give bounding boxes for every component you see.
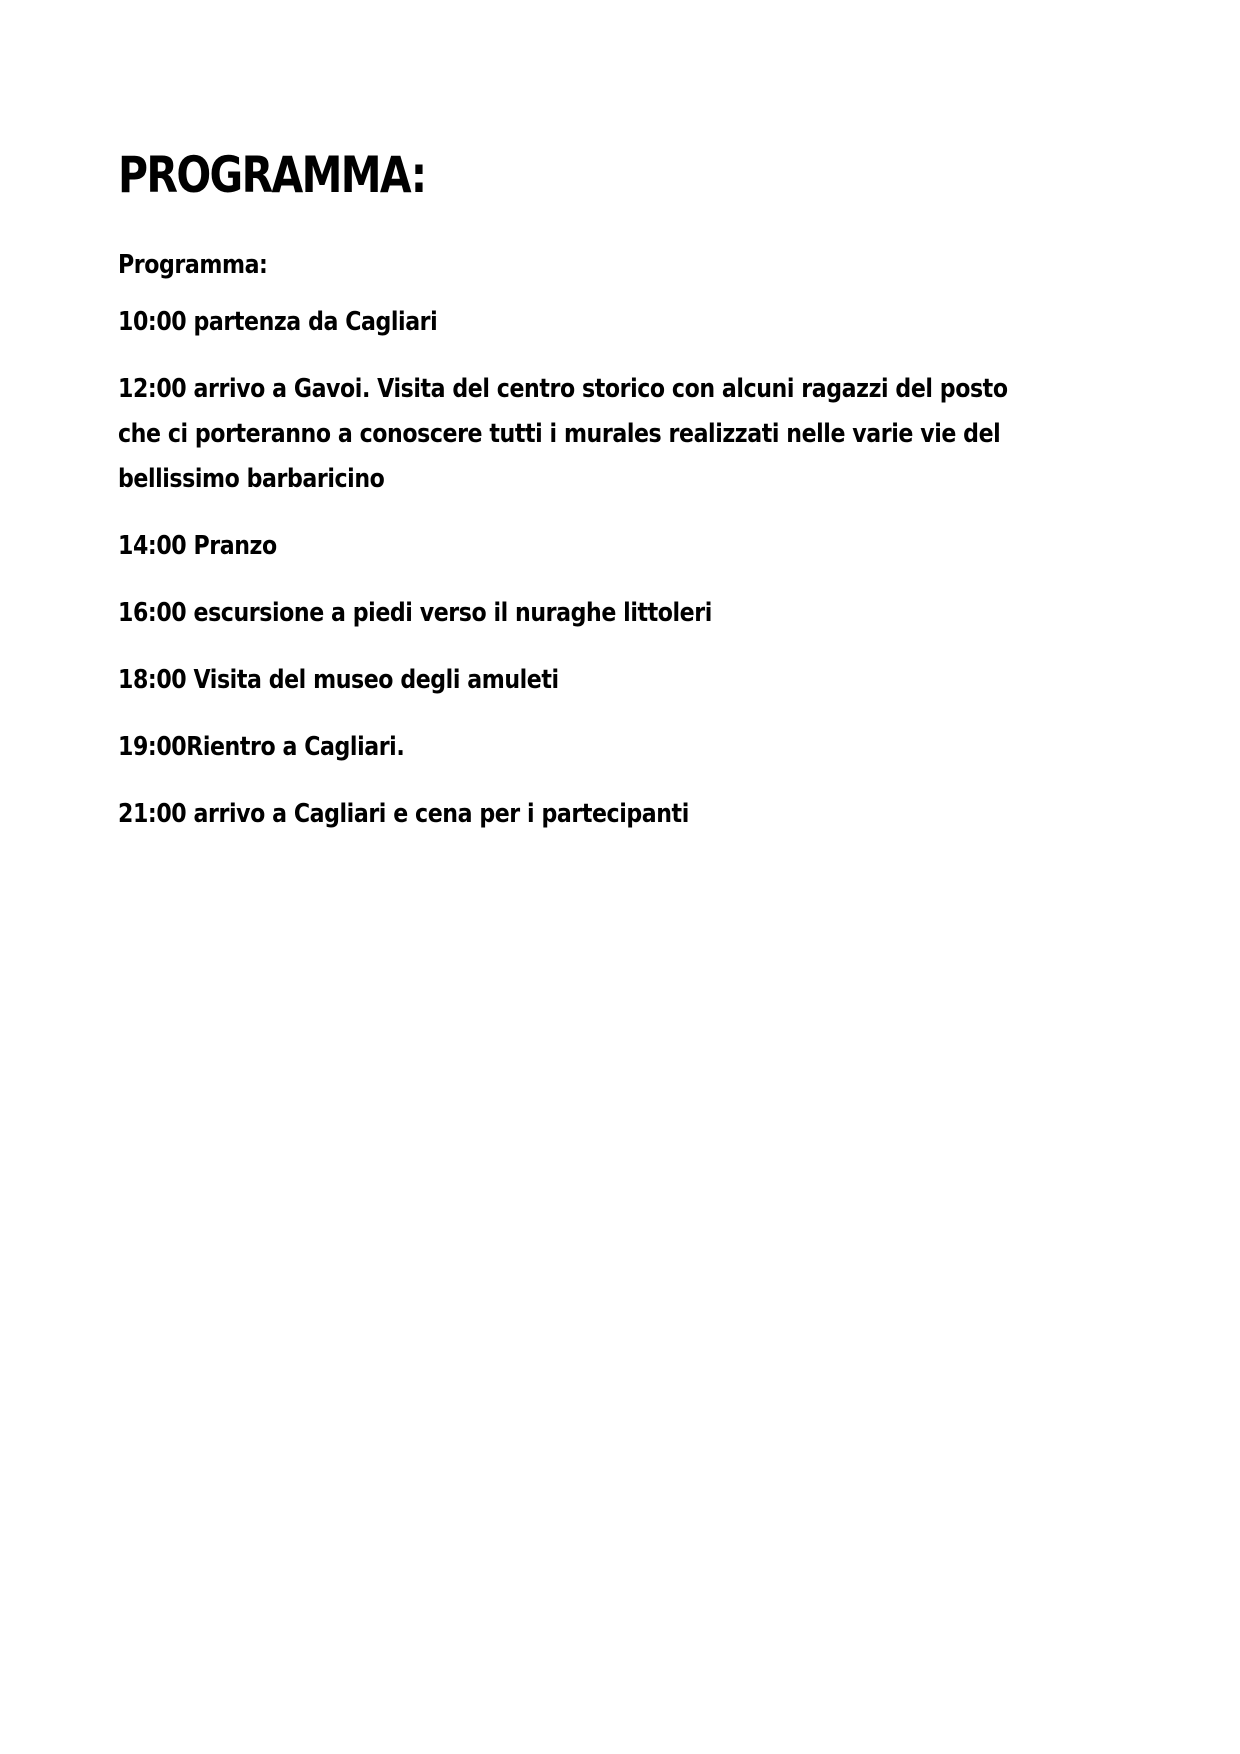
schedule-text: escursione a piedi verso il nuraghe littoleri — [193, 598, 712, 628]
schedule-text: partenza da Cagliari — [193, 307, 438, 337]
schedule-separator — [186, 307, 193, 337]
program-content — [118, 146, 1058, 837]
schedule-text: Rientro a Cagliari. — [186, 732, 405, 762]
schedule-text: Pranzo — [193, 531, 277, 561]
schedule-separator — [186, 531, 193, 561]
schedule-separator — [186, 665, 193, 695]
schedule-text: arrivo a Cagliari e cena per i partecipanti — [193, 799, 689, 829]
program-subtitle: Programma: — [118, 250, 268, 280]
schedule-time: 12:00 — [118, 374, 187, 404]
schedule-item — [118, 524, 1036, 569]
schedule-separator — [186, 799, 193, 829]
schedule-separator — [186, 374, 193, 404]
schedule-time: 16:00 — [118, 598, 187, 628]
schedule-text: Visita del museo degli amuleti — [193, 665, 559, 695]
schedule-item — [118, 725, 1036, 770]
schedule-time: 18:00 — [118, 665, 187, 695]
schedule-time: 14:00 — [118, 531, 187, 561]
schedule-list — [118, 300, 1058, 837]
page-title: PROGRAMMA: — [118, 146, 426, 204]
schedule-item — [118, 792, 1036, 837]
schedule-item — [118, 367, 1036, 502]
schedule-time: 21:00 — [118, 799, 187, 829]
schedule-text: arrivo a Gavoi. Visita del centro storico con alcuni ragazzi del posto che ci porteranno a conoscere tutti i murales realizzati nelle varie vie del bellissimo barbaricino — [118, 374, 1008, 494]
schedule-item — [118, 300, 1036, 345]
schedule-item — [118, 591, 1036, 636]
schedule-time: 19:00 — [118, 732, 187, 762]
schedule-item — [118, 658, 1036, 703]
schedule-separator — [186, 598, 193, 628]
schedule-time: 10:00 — [118, 307, 187, 337]
